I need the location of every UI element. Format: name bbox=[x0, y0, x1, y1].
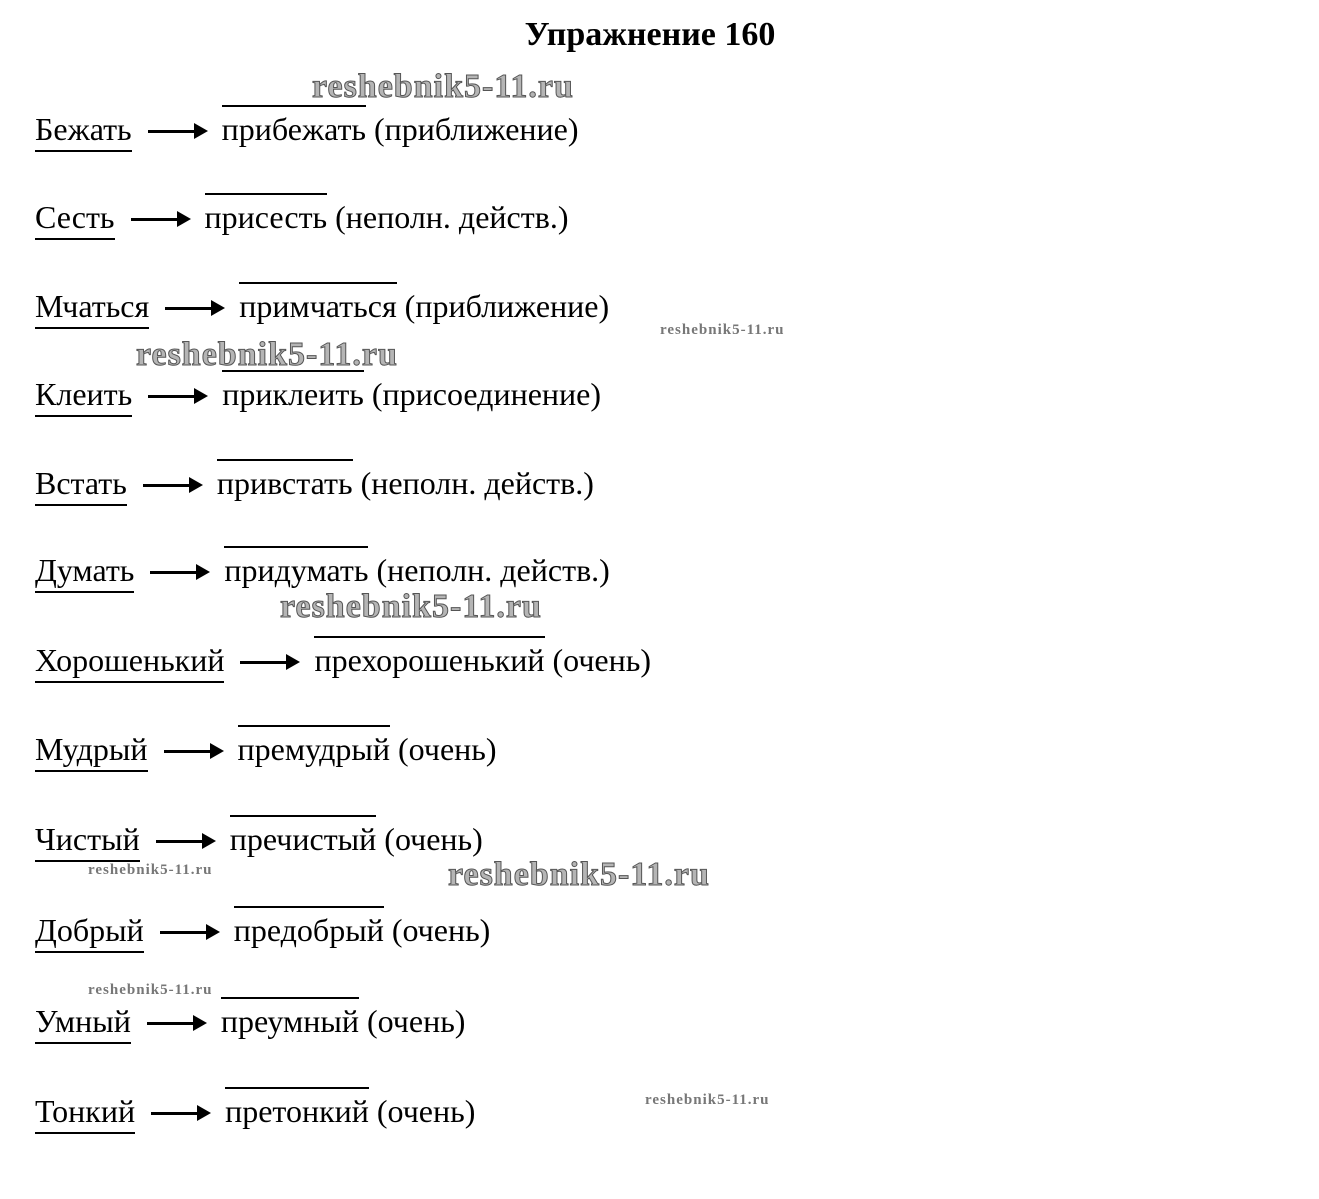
word-pair-row bbox=[35, 193, 568, 233]
arrow-icon bbox=[156, 840, 212, 843]
arrow-icon bbox=[151, 1112, 207, 1115]
meaning-note: (очень) bbox=[376, 1093, 476, 1129]
word-pair-row bbox=[35, 725, 497, 765]
meaning-note: (неполн. действ.) bbox=[335, 199, 569, 235]
word-pair-row bbox=[35, 546, 610, 586]
derived-word: приклеить bbox=[222, 370, 364, 414]
derived-word: предобрый bbox=[234, 906, 384, 950]
base-word: Сесть bbox=[35, 197, 115, 240]
watermark: reshebnik5-11.ru bbox=[136, 336, 398, 373]
derived-word: прехорошенький bbox=[314, 636, 544, 680]
meaning-note: (очень) bbox=[552, 642, 651, 678]
meaning-note: (неполн. действ.) bbox=[376, 552, 610, 588]
arrow-icon bbox=[164, 750, 220, 753]
arrow-icon bbox=[148, 395, 204, 398]
word-pair-row bbox=[35, 105, 579, 145]
arrow-icon bbox=[160, 931, 216, 934]
word-pair-row bbox=[35, 906, 490, 946]
watermark: reshebnik5-11.ru bbox=[448, 856, 710, 893]
word-pair-row bbox=[35, 636, 651, 676]
meaning-note: (очень) bbox=[366, 1003, 466, 1039]
derived-word: прибежать bbox=[222, 105, 366, 149]
meaning-note: (приближение) bbox=[374, 111, 579, 147]
watermark: reshebnik5-11.ru bbox=[312, 68, 574, 105]
arrow-icon bbox=[143, 484, 199, 487]
exercise-title: Упражнение 160 bbox=[524, 16, 776, 53]
base-word: Умный bbox=[35, 1001, 131, 1044]
watermark: reshebnik5-11.ru bbox=[88, 862, 213, 878]
derived-word: премудрый bbox=[238, 725, 390, 769]
arrow-icon bbox=[240, 661, 296, 664]
watermark: reshebnik5-11.ru bbox=[280, 588, 542, 625]
base-word: Хорошенький bbox=[35, 640, 224, 683]
arrow-icon bbox=[150, 571, 206, 574]
base-word: Мудрый bbox=[35, 729, 148, 772]
base-word: Мчаться bbox=[35, 286, 149, 329]
base-word: Думать bbox=[35, 550, 134, 593]
word-pair-row bbox=[35, 1087, 475, 1127]
derived-word: примчаться bbox=[239, 282, 396, 326]
word-pair-row bbox=[35, 370, 601, 410]
base-word: Бежать bbox=[35, 109, 132, 152]
meaning-note: (неполн. действ.) bbox=[360, 465, 594, 501]
base-word: Добрый bbox=[35, 910, 144, 953]
derived-word: преумный bbox=[221, 997, 359, 1041]
derived-word: претонкий bbox=[225, 1087, 369, 1131]
derived-word: присесть bbox=[205, 193, 328, 237]
word-pair-row bbox=[35, 459, 594, 499]
watermark: reshebnik5-11.ru bbox=[88, 982, 213, 998]
derived-word: привстать bbox=[217, 459, 353, 503]
meaning-note: (приближение) bbox=[404, 288, 610, 324]
arrow-icon bbox=[148, 130, 204, 133]
meaning-note: (очень) bbox=[398, 731, 497, 767]
watermark: reshebnik5-11.ru bbox=[645, 1092, 770, 1108]
derived-word: пречистый bbox=[230, 815, 377, 859]
base-word: Встать bbox=[35, 463, 127, 506]
arrow-icon bbox=[131, 218, 187, 221]
base-word: Чистый bbox=[35, 819, 140, 862]
meaning-note: (очень) bbox=[391, 912, 491, 948]
derived-word: придумать bbox=[224, 546, 368, 590]
watermark: reshebnik5-11.ru bbox=[660, 322, 785, 338]
base-word: Тонкий bbox=[35, 1091, 135, 1134]
word-pair-row bbox=[35, 282, 609, 322]
base-word: Клеить bbox=[35, 374, 132, 417]
word-pair-row bbox=[35, 997, 465, 1037]
arrow-icon bbox=[147, 1022, 203, 1025]
arrow-icon bbox=[165, 307, 221, 310]
word-pair-row bbox=[35, 815, 483, 855]
meaning-note: (присоединение) bbox=[371, 376, 602, 412]
meaning-note: (очень) bbox=[384, 821, 483, 857]
